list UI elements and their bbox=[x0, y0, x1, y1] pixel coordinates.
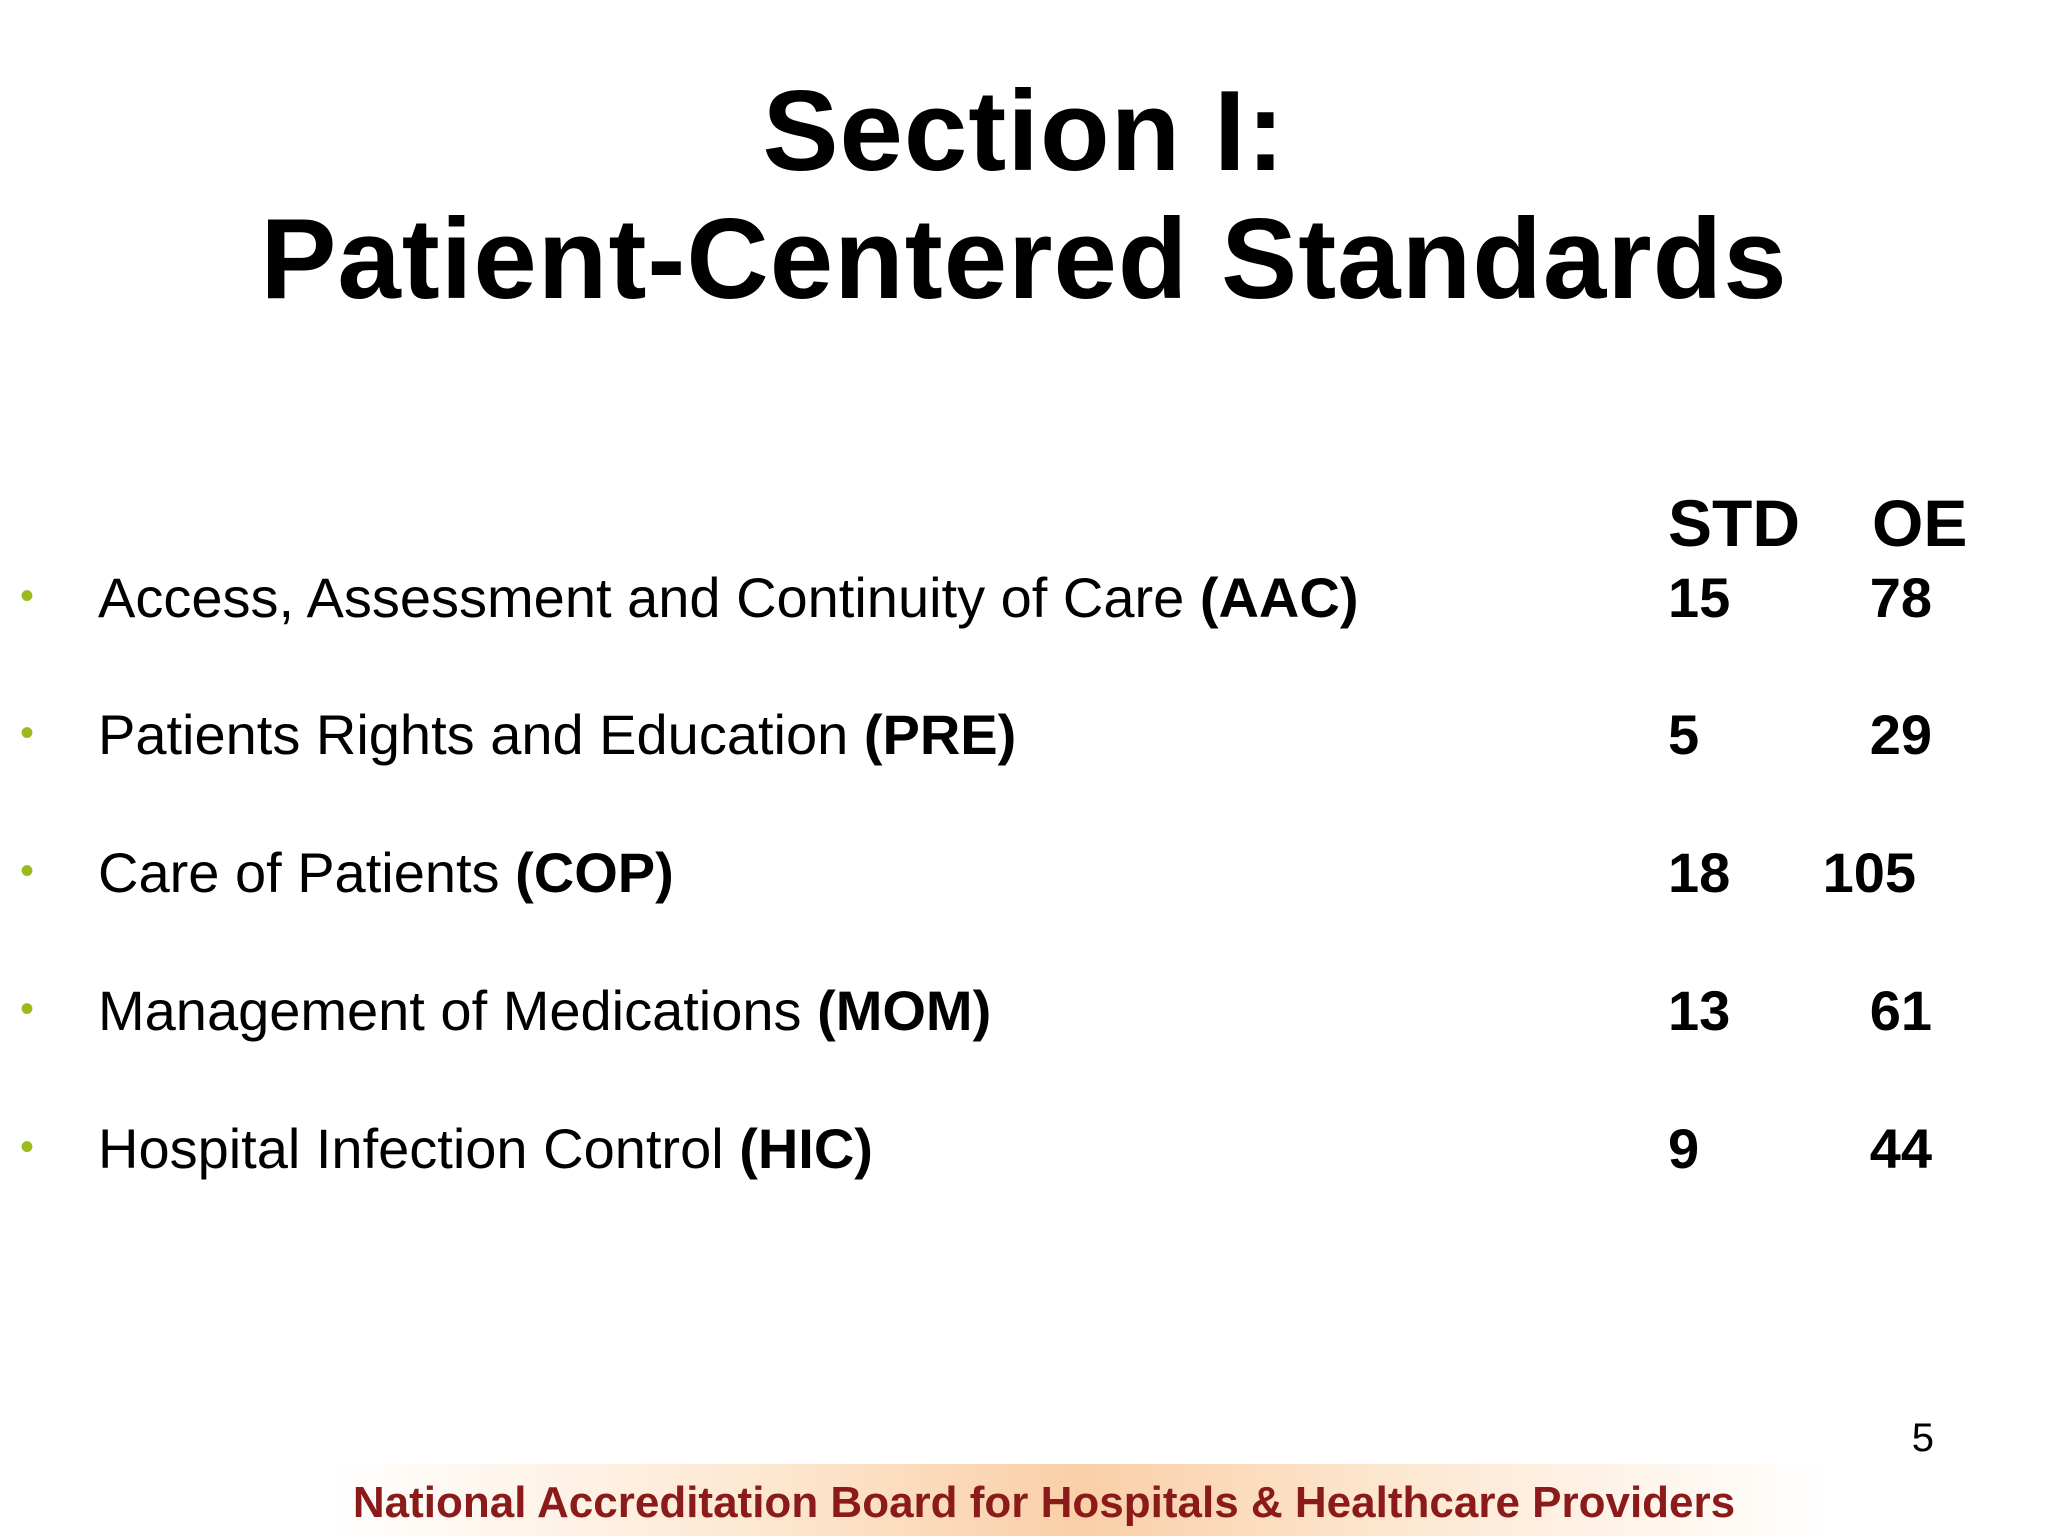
item-abbr: (AAC) bbox=[1199, 566, 1359, 629]
item-std-count: 15 bbox=[1668, 566, 1731, 629]
bullet-icon: • bbox=[20, 987, 35, 1031]
list-item bbox=[0, 558, 2048, 638]
item-std-count: 18 bbox=[1668, 841, 1731, 904]
item-label: Hospital Infection Control (HIC) bbox=[98, 1117, 873, 1180]
item-abbr: (COP) bbox=[515, 841, 674, 904]
item-std-count: 13 bbox=[1668, 979, 1731, 1042]
footer-organization-name: National Accreditation Board for Hospitals & Healthcare Providers bbox=[352, 1478, 1736, 1527]
item-std-count: 5 bbox=[1668, 703, 1700, 766]
list-item bbox=[0, 833, 2048, 913]
title-line-1: Section I: bbox=[762, 68, 1286, 195]
slide-title bbox=[0, 68, 2048, 324]
item-label: Management of Medications (MOM) bbox=[98, 979, 992, 1042]
item-oe-count: 29 bbox=[1869, 703, 1932, 766]
bullet-icon: • bbox=[20, 574, 35, 618]
item-oe-count: 44 bbox=[1869, 1117, 1932, 1180]
item-oe-count: 78 bbox=[1869, 566, 1932, 629]
title-line-2: Patient-Centered Standards bbox=[260, 196, 1788, 323]
item-oe-count: 61 bbox=[1869, 979, 1932, 1042]
bullet-icon: • bbox=[20, 849, 35, 893]
item-label: Access, Assessment and Continuity of Care (AAC) bbox=[98, 566, 1359, 629]
column-header-std: STD bbox=[1668, 486, 1800, 560]
item-oe-count: 105 bbox=[1822, 841, 1916, 904]
bullet-icon: • bbox=[20, 711, 35, 755]
item-std-count: 9 bbox=[1668, 1117, 1700, 1180]
page-number: 5 bbox=[1911, 1416, 1934, 1460]
item-label: Care of Patients (COP) bbox=[98, 841, 674, 904]
column-header-oe: OE bbox=[1872, 486, 1968, 560]
list-item bbox=[0, 971, 2048, 1051]
bullet-icon: • bbox=[20, 1125, 35, 1169]
item-abbr: (HIC) bbox=[739, 1117, 873, 1180]
item-abbr: (MOM) bbox=[817, 979, 992, 1042]
item-label: Patients Rights and Education (PRE) bbox=[98, 703, 1017, 766]
list-item bbox=[0, 695, 2048, 775]
list-item bbox=[0, 1109, 2048, 1189]
item-abbr: (PRE) bbox=[863, 703, 1017, 766]
